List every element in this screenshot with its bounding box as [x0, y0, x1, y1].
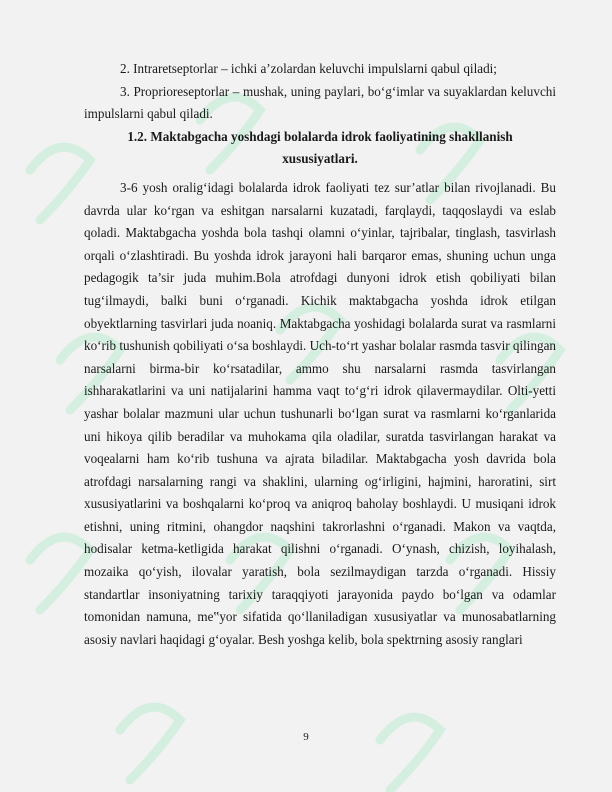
page-text	[84, 58, 556, 651]
body-paragraph: 3-6 yosh oralig‘idagi bolalarda idrok faoliyati tez sur’atlar bilan rivojlanadi. Bu davrda ular ko‘rgan va eshitgan narsalarni kuzatadi, farqlaydi, taqqoslaydi va eslab qoladi. Maktabgacha yoshda bola tashqi olamni o‘yinlar, tajribalar, tinglash, tasvirlash orqali o‘zlashtiradi. Bu yoshda idrok jarayoni hali barqaror emas, shuning uchun unga pedagogik ta’sir juda muhim.Bola atrofdagi dunyoni idrok etish qobiliyati bilan tug‘ilmaydi, balki buni o‘rganadi. Kichik maktabgacha yoshda idrok etilgan obyektlarning tasvirlari juda noaniq. Maktabgacha yoshidagi bolalarda surat va rasmlarni ko‘rib tushunish qobiliyati o‘sa boshlaydi. Uch-to‘rt yashar bolalar rasmda tasvir qilingan narsalarni birma-bir ko‘rsatadilar, ammo shu narsalarni rasmda tasvirlangan ishharakatlarini va uni natijalarini hamma vaqt to‘g‘ri idrok qilavermaydilar. Olti-yetti yashar bolalar mazmuni ular uchun tushunarli bo‘lgan surat va rasmlarni ko‘rganlarida uni hikoya qilib beradilar va muhokama qila oladilar, suratda tasvirlangan harakat va voqealarni ham ko‘rib tushuna va ajrata biladilar. Maktabgacha yosh davrida bola atrofdagi narsalarning rangi va shaklini, ularning og‘irligini, hajmini, haroratini, sirt xususiyatlarini va boshqalarni ko‘proq va aniqroq baholay boshlaydi. U musiqani idrok etishni, uning ritmini, ohangdor naqshini takrorlashni o‘rganadi. Makon va vaqtda, hodisalar ketma-ketligida harakat qilishni o‘rganadi. O‘ynash, chizish, loyihalash, mozaika qo‘yish, ilovalar yaratish, bola sezilmaydigan tarzda o‘rganadi. Hissiy standartlar insoniyatning tarixiy taraqqiyoti jarayonida paydo bo‘lgan va odamlar tomonidan namuna, me‟yor sifatida qo‘llaniladigan xususiyatlar va munosabatlarning asosiy navlari haqidagi g‘oyalar. Besh yoshga kelib, bola spektrning asosiy ranglari	[84, 179, 556, 647]
list-item: 2. Intraretseptorlar – ichki a’zolardan keluvchi impulslarni qabul qiladi;	[120, 61, 497, 76]
section-heading: 1.2. Maktabgacha yoshdagi bolalarda idrok faoliyatining shakllanish xususiyatlari.	[127, 128, 513, 167]
page-number: 9	[303, 731, 309, 743]
list-item: 3. Proprioreseptorlar – mushak, uning paylari, bo‘g‘imlar va suyaklardan keluvchi impulslarni qabul qiladi.	[84, 83, 556, 122]
